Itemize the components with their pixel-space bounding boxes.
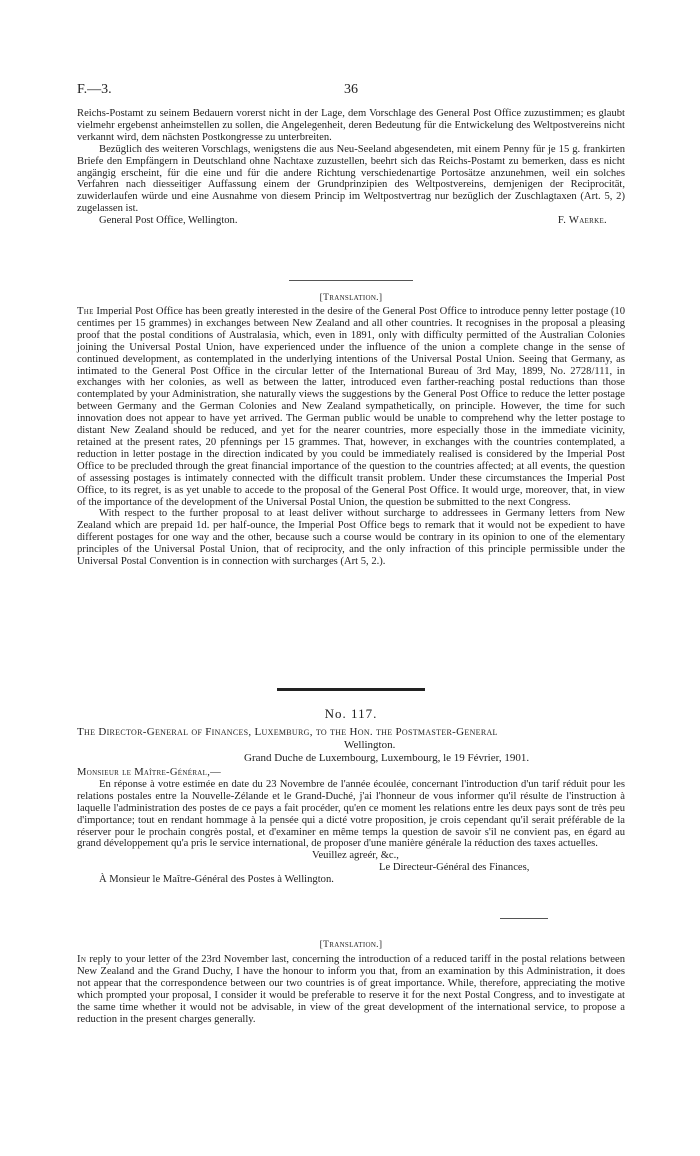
page-header — [77, 82, 625, 100]
paragraph-text: Imperial Post Office has been greatly interested in the desire of the General Post Office to introduce penny letter postage (10 centimes per 15 grammes) in exchanges between New Zealand and all other countries. It recognises in the proposal a pleasing proof that the postal conditions of Australasia, which, even in 1891, only with difficulty permitted of the Australian Colonies joining the Universal Postal Union, have experienced under the influence of the union a complete change in the sense of continued development, as contemplated in the underlying intentions of the Universal Postal Union. Seeing that Germany, as intimated to the General Post Office in the circular letter of the International Bureau of 3rd May, 1899, No. 2728/111, in exchanges with her colonies, as well as between the latter, introduced even farther-reaching postal reductions than those contemplated by your Administration, she naturally views the suggestions by the General Post Office to reduce the letter postage between Germany and the German Colonies and New Zealand sympathetically, on principle. However, the time for such innovation does not appear to have yet arrived. The German public would be unable to comprehend why the letter postage to distant New Zealand should be reduced, and yet for the nearer countries, more especially those in the immediate vicinity, retained at the present rates, 20 pfennings per 15 grammes. That, however, in exchanges with the countries contemplated, a reduction in letter postage in the direction indicated by you could be immediately realised is considered by the Imperial Post Office to be precluded through the great financial importance of the question to the countries affected; at all events, the question of assessing postages is intimately connected with the difficult transit problem. Under these circumstances the Imperial Post Office, to its regret, is as yet unable to accede to the proposal of the General Post Office. It would urge, moreover, that, in view of the importance of the development of the Universal Postal Union, the question be submitted to the next Congress. — [77, 306, 625, 508]
letter-number-heading: No. 117. — [324, 706, 378, 721]
translation-paragraph — [77, 954, 625, 1025]
address-line: The Director-General of Finances, Luxemburg, to the Hon. the Postmaster-General — [77, 726, 498, 738]
page-reference: F.—3. — [77, 82, 112, 97]
translation-heading: [Translation.] — [319, 293, 383, 303]
closing: Veuillez agreér, &c., — [312, 850, 399, 862]
german-paragraph: Bezüglich des weiteren Vorschlags, wenigstens die aus Neu-Seeland abgesendeten, mit einem Penny für je 15 g. frankirten Briefe den Empfängern in Deutschland ohne Nachtaxe zuzustellen, beehrt sich das Reichs-Postamt zu bemerken, dass es nicht angängig erscheint, für die eine und für die andere Richtung verschiedenartige Portosätze anzunehmen, weil ein solches Verfahren nach diesseitiger Auffassung einem der Grundprinzipien des Weltpostvereins, demjenigen der Reciprocität, zuwiderlaufen würde und eine Ausnahme von diesem Princip im Weltpostvertrag nur bezüglich der Zuschlagtaxen (Art. 5, 2) zugelassen ist. — [77, 143, 625, 215]
short-divider — [500, 918, 548, 919]
translation-2 — [77, 954, 625, 1025]
french-paragraph: En réponse à votre estimée en date du 23 Novembre de l'année écoulée, concernant l'introduction d'un tarif réduit pour les relations postales entre la Nouvelle-Zélande et le Grand-Duché, j'ai l'honneur de vous informer qu'il résulte de l'instruction à laquelle l'administration des postes de ce pays a fait procéder, qu'en ce moment les relations entre les deux pays sont de très peu d'importance; tout en rendant hommage à la pensée qui a dicté votre proposition, je crois cependant qu'il serait préférable de la réserver pour le prochain congrès postal, et d'examiner en même temps la question de savoir s'il ne convient pas, en égard au grand développement qu'a pris le service international, de proposer d'une manière générale la réduction des taxes actuelles. — [77, 778, 625, 850]
letter-address — [77, 726, 625, 765]
lead-word: In — [77, 954, 87, 965]
translation-paragraph: With respect to the further proposal to at least deliver without surcharge to addressees in Germany letters from New Zealand which are prepaid 1d. per half-ounce, the Imperial Post Office begs to remark that it would not be expedient to have different postages for one way and the other, because such a course would be contrary in its opinion to one of the elementary principles of the Universal Postal Union, that of reciprocity, and the only infraction of this principle permissible under the Universal Postal Convention is in connection with surcharges (Art 5, 2.). — [77, 508, 625, 568]
date-line: Grand Duche de Luxembourg, Luxembourg, le 19 Février, 1901. — [244, 752, 530, 764]
german-paragraph: Reichs-Postamt zu seinem Bedauern vorerst nicht in der Lage, dem Vorschlage des General Post Office zuzustimmen; es glaubt vielmehr ergebenst anheimstellen zu sollen, die Angelegenheit, deren Bedeutung für die Entwickelung des Weltpostvereins nicht verkannt wird, dem nächsten Postkongresse zu unterbreiten. — [77, 108, 625, 143]
salutation: Monsieur le Maître-Général,— — [77, 767, 222, 778]
translation-paragraph — [77, 306, 625, 508]
translation-heading: [Translation.] — [319, 940, 383, 950]
page-number: 36 — [344, 82, 358, 97]
section-divider-thick — [277, 688, 425, 691]
german-signoff — [77, 215, 625, 227]
french-letter — [77, 767, 625, 886]
translation-1 — [77, 306, 625, 568]
section-divider — [289, 280, 413, 281]
paragraph-text: reply to your letter of the 23rd November last, concerning the introduction of a reduced tariff in the postal relations between New Zealand and the Grand Duchy, I have the honour to inform you that, from an examination by this Administration, it does not appear that the correspondence between our two countries is of great importance. While, therefore, appreciating the motive which prompted your proposal, I consider it would be preferable to reserve it for the next Postal Congress, and to investigate at the same time whether it would not be advisable, in view of the great development of the international service, to propose a reduction in the present charges generally. — [77, 954, 625, 1025]
address-line: Wellington. — [344, 739, 396, 751]
recipient: À Monsieur le Maître-Général des Postes à Wellington. — [99, 874, 334, 886]
signoff-location: General Post Office, Wellington. — [99, 215, 238, 227]
lead-word: The — [77, 306, 94, 317]
german-letter — [77, 108, 625, 227]
signoff-signature: F. Waerke. — [557, 215, 607, 227]
signature: Le Directeur-Général des Finances, — [379, 862, 530, 874]
